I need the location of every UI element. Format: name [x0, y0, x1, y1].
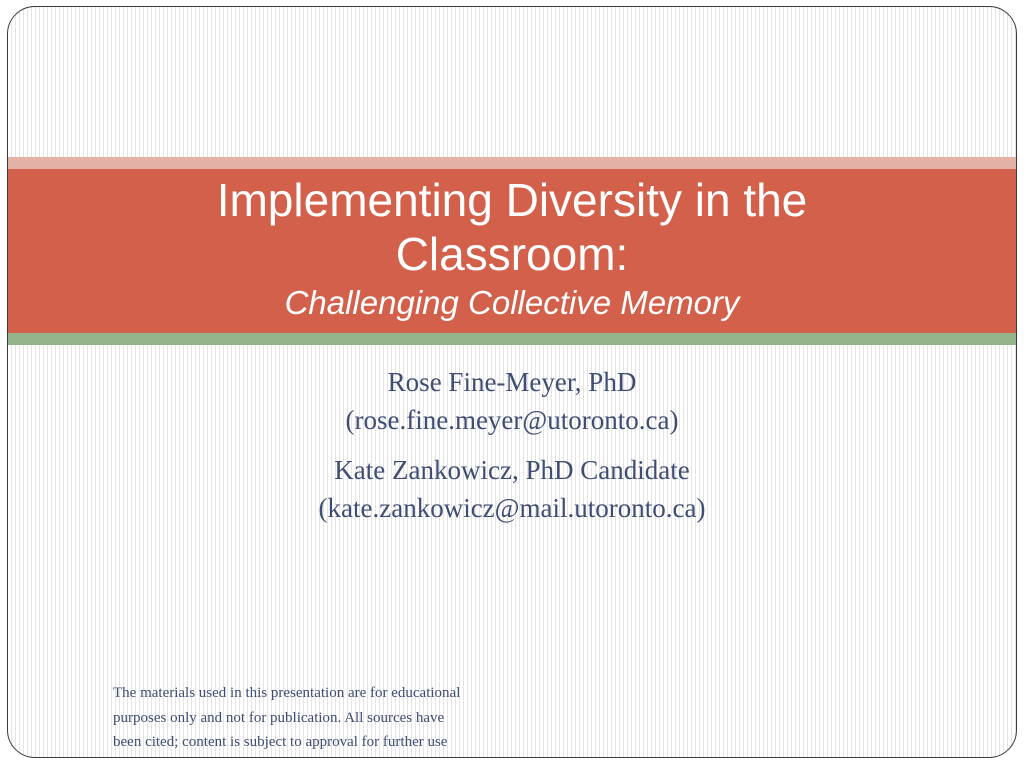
- title-line-2: Classroom:: [395, 228, 629, 280]
- author-1: [8, 363, 1016, 439]
- slide-frame: [7, 6, 1017, 758]
- author-2-name: Kate Zankowicz, PhD Candidate: [334, 455, 690, 485]
- title-band-bottom-stripe: [8, 333, 1016, 345]
- title-band: [8, 169, 1016, 333]
- title-band-top-stripe: [8, 157, 1016, 169]
- title-line-1: Implementing Diversity in the: [216, 174, 808, 226]
- author-2: [8, 451, 1016, 527]
- slide-title: [8, 173, 1016, 325]
- slide-subtitle: Challenging Collective Memory: [284, 284, 740, 321]
- author-1-name: Rose Fine-Meyer, PhD: [387, 367, 637, 397]
- disclaimer-note: [113, 681, 553, 755]
- author-2-email: (kate.zankowicz@mail.utoronto.ca): [318, 493, 706, 523]
- disclaimer-line-1: The materials used in this presentation are for educational: [113, 685, 461, 701]
- authors-block: [8, 363, 1016, 539]
- disclaimer-line-3: been cited; content is subject to approval for further use: [113, 734, 448, 750]
- disclaimer-line-2: purposes only and not for publication. All sources have: [113, 709, 445, 726]
- author-1-email: (rose.fine.meyer@utoronto.ca): [345, 405, 679, 435]
